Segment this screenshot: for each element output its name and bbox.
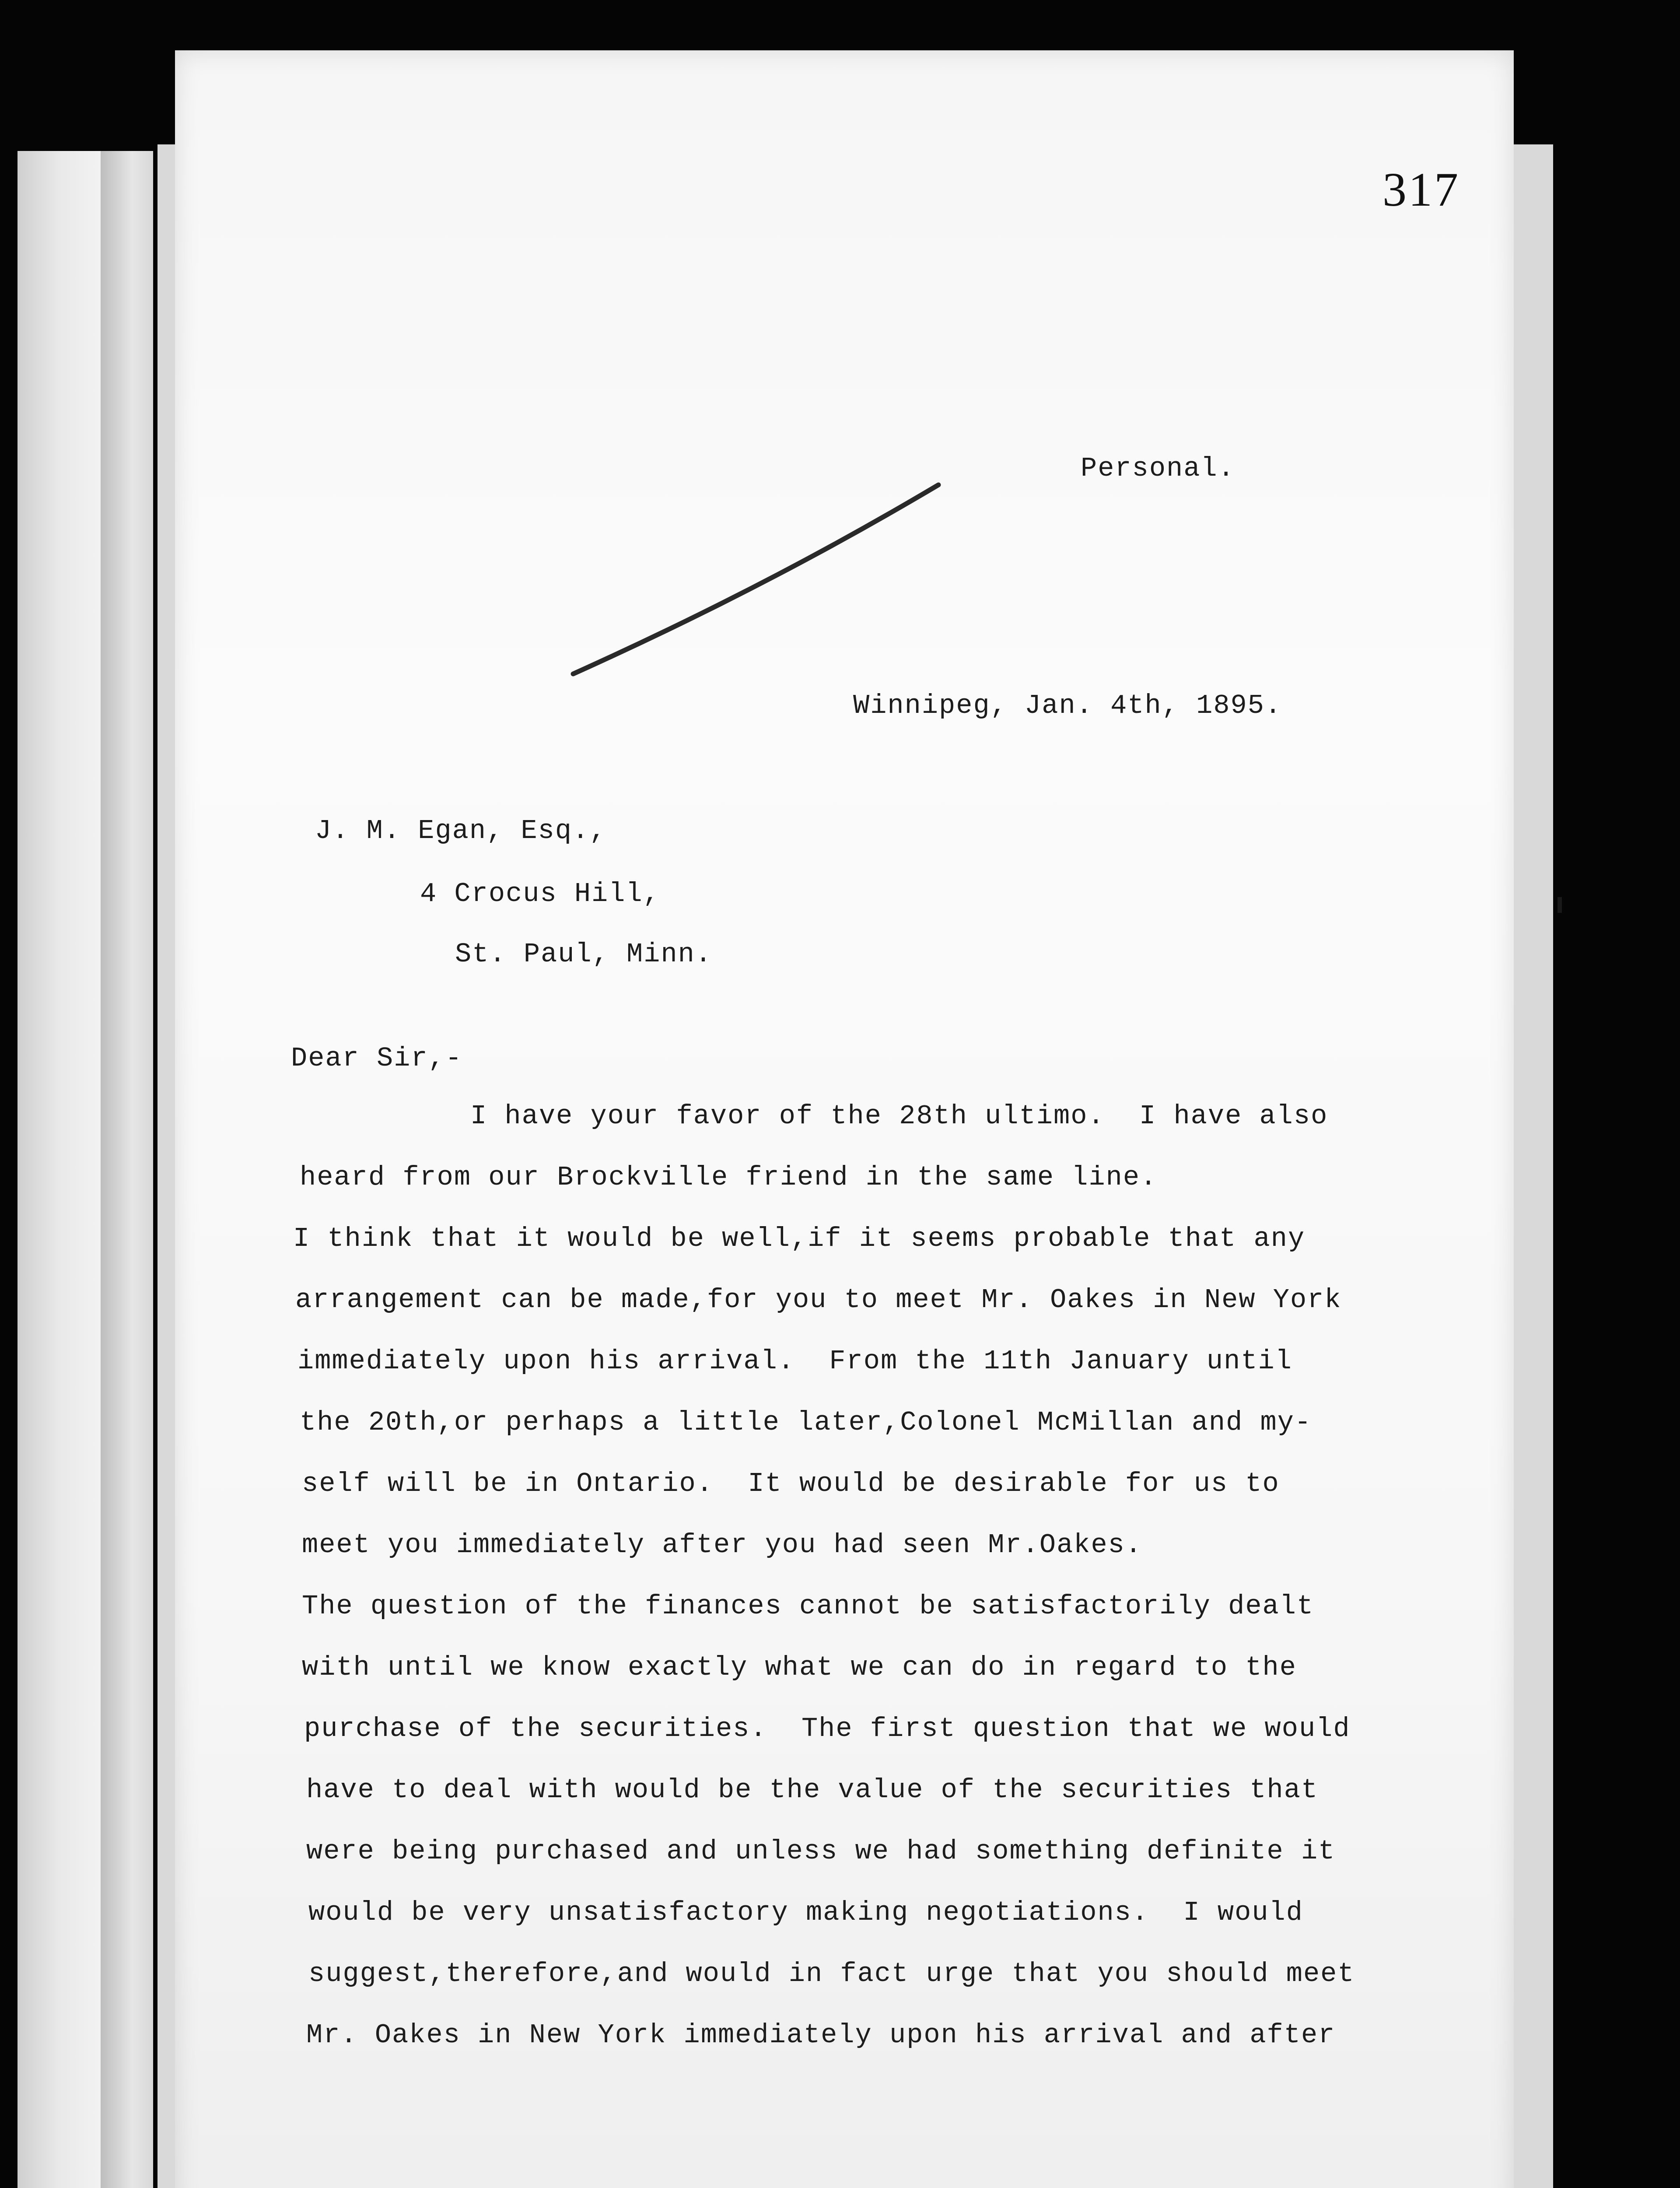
- salutation: Dear Sir,-: [291, 1043, 463, 1074]
- page-number: 317: [1382, 163, 1460, 216]
- body-line: arrangement can be made,for you to meet Mr. Oakes in New York: [295, 1284, 1342, 1315]
- body-line: with until we know exactly what we can do in regard to the: [302, 1652, 1297, 1683]
- body-line: have to deal with would be the value of the securities that: [306, 1774, 1319, 1806]
- body-line: meet you immediately after you had seen Mr.Oakes.: [302, 1529, 1143, 1560]
- body-line: immediately upon his arrival. From the 11th January until: [298, 1346, 1292, 1377]
- address-line-street: 4 Crocus Hill,: [420, 878, 660, 909]
- body-line: would be very unsatisfactory making negotiations. I would: [308, 1897, 1303, 1928]
- body-line: The question of the finances cannot be satisfactorily dealt: [302, 1591, 1314, 1622]
- body-line: were being purchased and unless we had something definite it: [306, 1836, 1336, 1867]
- body-line: I think that it would be well,if it seems probable that any: [293, 1223, 1306, 1254]
- body-line: I have your favor of the 28th ultimo. I have also: [470, 1101, 1328, 1132]
- body-line: self will be in Ontario. It would be desirable for us to: [302, 1468, 1280, 1499]
- body-line: Mr. Oakes in New York immediately upon his arrival and after: [306, 2020, 1336, 2051]
- address-line-name: J. M. Egan, Esq.,: [315, 815, 607, 846]
- personal-marking: Personal.: [1081, 453, 1235, 484]
- body-line: the 20th,or perhaps a little later,Colonel McMillan and my-: [300, 1407, 1312, 1438]
- sheet-shadow: [101, 151, 153, 2188]
- film-speck: [1558, 897, 1562, 913]
- address-line-city: St. Paul, Minn.: [455, 939, 713, 970]
- pencil-slash-mark: [564, 477, 949, 683]
- body-line: suggest,therefore,and would in fact urge that you should meet: [308, 1958, 1355, 1989]
- body-line: purchase of the securities. The first question that we would: [304, 1713, 1351, 1744]
- body-line: heard from our Brockville friend in the same line.: [300, 1162, 1158, 1193]
- dateline: Winnipeg, Jan. 4th, 1895.: [853, 690, 1282, 721]
